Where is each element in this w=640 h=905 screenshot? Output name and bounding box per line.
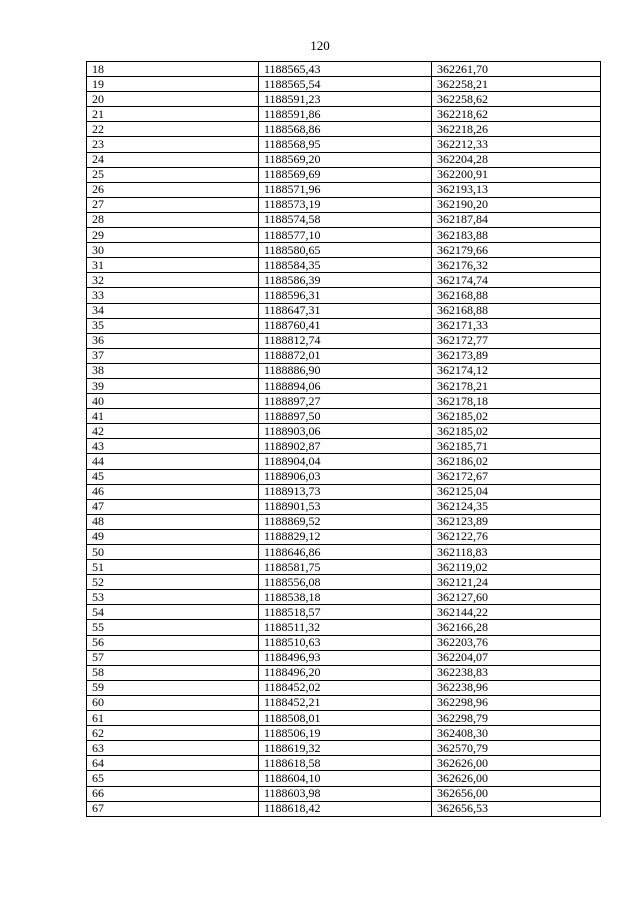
point-number-cell: 42 [87, 424, 259, 439]
table-row [87, 575, 601, 590]
table-row [87, 620, 601, 635]
y-coordinate-cell: 362121,24 [432, 575, 601, 590]
x-coordinate-cell: 1188886,90 [259, 363, 432, 378]
table-row [87, 439, 601, 454]
x-coordinate-cell: 1188603,98 [259, 786, 432, 801]
y-coordinate-cell: 362298,79 [432, 711, 601, 726]
x-coordinate-cell: 1188511,32 [259, 620, 432, 635]
point-number-cell: 25 [87, 167, 259, 182]
x-coordinate-cell: 1188565,43 [259, 62, 432, 77]
y-coordinate-cell: 362203,76 [432, 635, 601, 650]
x-coordinate-cell: 1188577,10 [259, 228, 432, 243]
x-coordinate-cell: 1188506,19 [259, 726, 432, 741]
y-coordinate-cell: 362186,02 [432, 454, 601, 469]
y-coordinate-cell: 362168,88 [432, 303, 601, 318]
y-coordinate-cell: 362171,33 [432, 318, 601, 333]
point-number-cell: 52 [87, 575, 259, 590]
point-number-cell: 18 [87, 62, 259, 77]
x-coordinate-cell: 1188518,57 [259, 605, 432, 620]
x-coordinate-cell: 1188869,52 [259, 514, 432, 529]
y-coordinate-cell: 362122,76 [432, 529, 601, 544]
y-coordinate-cell: 362193,13 [432, 182, 601, 197]
x-coordinate-cell: 1188591,23 [259, 92, 432, 107]
table-row [87, 318, 601, 333]
x-coordinate-cell: 1188897,27 [259, 394, 432, 409]
y-coordinate-cell: 362144,22 [432, 605, 601, 620]
table-row [87, 665, 601, 680]
table-row [87, 469, 601, 484]
x-coordinate-cell: 1188569,69 [259, 167, 432, 182]
x-coordinate-cell: 1188569,20 [259, 152, 432, 167]
point-number-cell: 53 [87, 590, 259, 605]
table-row [87, 484, 601, 499]
table-row [87, 499, 601, 514]
point-number-cell: 40 [87, 394, 259, 409]
x-coordinate-cell: 1188452,02 [259, 680, 432, 695]
table-row [87, 695, 601, 710]
point-number-cell: 57 [87, 650, 259, 665]
point-number-cell: 27 [87, 197, 259, 212]
x-coordinate-cell: 1188452,21 [259, 695, 432, 710]
point-number-cell: 24 [87, 152, 259, 167]
y-coordinate-cell: 362178,18 [432, 394, 601, 409]
point-number-cell: 62 [87, 726, 259, 741]
point-number-cell: 20 [87, 92, 259, 107]
table-row [87, 182, 601, 197]
coordinates-table-body [87, 62, 601, 817]
table-row [87, 92, 601, 107]
y-coordinate-cell: 362185,02 [432, 409, 601, 424]
x-coordinate-cell: 1188901,53 [259, 499, 432, 514]
x-coordinate-cell: 1188906,03 [259, 469, 432, 484]
point-number-cell: 26 [87, 182, 259, 197]
table-row [87, 741, 601, 756]
point-number-cell: 63 [87, 741, 259, 756]
table-row [87, 605, 601, 620]
table-row [87, 786, 601, 801]
point-number-cell: 47 [87, 499, 259, 514]
point-number-cell: 45 [87, 469, 259, 484]
x-coordinate-cell: 1188829,12 [259, 529, 432, 544]
point-number-cell: 61 [87, 711, 259, 726]
x-coordinate-cell: 1188581,75 [259, 560, 432, 575]
table-row [87, 590, 601, 605]
y-coordinate-cell: 362172,77 [432, 333, 601, 348]
y-coordinate-cell: 362174,74 [432, 273, 601, 288]
table-row [87, 756, 601, 771]
y-coordinate-cell: 362187,84 [432, 212, 601, 227]
y-coordinate-cell: 362218,26 [432, 122, 601, 137]
x-coordinate-cell: 1188586,39 [259, 273, 432, 288]
y-coordinate-cell: 362127,60 [432, 590, 601, 605]
y-coordinate-cell: 362656,00 [432, 786, 601, 801]
table-row [87, 288, 601, 303]
x-coordinate-cell: 1188584,35 [259, 258, 432, 273]
x-coordinate-cell: 1188872,01 [259, 348, 432, 363]
x-coordinate-cell: 1188902,87 [259, 439, 432, 454]
table-row [87, 212, 601, 227]
point-number-cell: 38 [87, 363, 259, 378]
x-coordinate-cell: 1188571,96 [259, 182, 432, 197]
point-number-cell: 60 [87, 695, 259, 710]
point-number-cell: 50 [87, 545, 259, 560]
y-coordinate-cell: 362179,66 [432, 243, 601, 258]
y-coordinate-cell: 362185,02 [432, 424, 601, 439]
table-row [87, 424, 601, 439]
y-coordinate-cell: 362119,02 [432, 560, 601, 575]
y-coordinate-cell: 362408,30 [432, 726, 601, 741]
x-coordinate-cell: 1188510,63 [259, 635, 432, 650]
x-coordinate-cell: 1188568,86 [259, 122, 432, 137]
y-coordinate-cell: 362298,96 [432, 695, 601, 710]
table-row [87, 680, 601, 695]
y-coordinate-cell: 362176,32 [432, 258, 601, 273]
table-row [87, 122, 601, 137]
y-coordinate-cell: 362570,79 [432, 741, 601, 756]
table-row [87, 454, 601, 469]
point-number-cell: 21 [87, 107, 259, 122]
table-row [87, 167, 601, 182]
x-coordinate-cell: 1188760,41 [259, 318, 432, 333]
table-row [87, 228, 601, 243]
x-coordinate-cell: 1188591,86 [259, 107, 432, 122]
table-row [87, 243, 601, 258]
point-number-cell: 66 [87, 786, 259, 801]
y-coordinate-cell: 362185,71 [432, 439, 601, 454]
point-number-cell: 59 [87, 680, 259, 695]
point-number-cell: 30 [87, 243, 259, 258]
table-row [87, 771, 601, 786]
y-coordinate-cell: 362200,91 [432, 167, 601, 182]
point-number-cell: 41 [87, 409, 259, 424]
point-number-cell: 22 [87, 122, 259, 137]
y-coordinate-cell: 362172,67 [432, 469, 601, 484]
table-row [87, 62, 601, 77]
x-coordinate-cell: 1188496,93 [259, 650, 432, 665]
table-row [87, 273, 601, 288]
point-number-cell: 46 [87, 484, 259, 499]
x-coordinate-cell: 1188568,95 [259, 137, 432, 152]
x-coordinate-cell: 1188508,01 [259, 711, 432, 726]
y-coordinate-cell: 362261,70 [432, 62, 601, 77]
x-coordinate-cell: 1188913,73 [259, 484, 432, 499]
y-coordinate-cell: 362166,28 [432, 620, 601, 635]
point-number-cell: 65 [87, 771, 259, 786]
y-coordinate-cell: 362258,21 [432, 77, 601, 92]
x-coordinate-cell: 1188496,20 [259, 665, 432, 680]
x-coordinate-cell: 1188618,58 [259, 756, 432, 771]
y-coordinate-cell: 362118,83 [432, 545, 601, 560]
y-coordinate-cell: 362212,33 [432, 137, 601, 152]
x-coordinate-cell: 1188894,06 [259, 378, 432, 393]
point-number-cell: 34 [87, 303, 259, 318]
table-row [87, 650, 601, 665]
point-number-cell: 55 [87, 620, 259, 635]
table-row [87, 394, 601, 409]
table-row [87, 529, 601, 544]
table-row [87, 197, 601, 212]
table-row [87, 303, 601, 318]
point-number-cell: 37 [87, 348, 259, 363]
x-coordinate-cell: 1188619,32 [259, 741, 432, 756]
x-coordinate-cell: 1188556,08 [259, 575, 432, 590]
y-coordinate-cell: 362124,35 [432, 499, 601, 514]
point-number-cell: 44 [87, 454, 259, 469]
point-number-cell: 33 [87, 288, 259, 303]
point-number-cell: 58 [87, 665, 259, 680]
point-number-cell: 54 [87, 605, 259, 620]
y-coordinate-cell: 362238,96 [432, 680, 601, 695]
y-coordinate-cell: 362183,88 [432, 228, 601, 243]
table-row [87, 801, 601, 816]
table-row [87, 635, 601, 650]
table-row [87, 545, 601, 560]
point-number-cell: 51 [87, 560, 259, 575]
point-number-cell: 36 [87, 333, 259, 348]
point-number-cell: 35 [87, 318, 259, 333]
table-row [87, 348, 601, 363]
point-number-cell: 23 [87, 137, 259, 152]
table-row [87, 726, 601, 741]
page-number: 120 [310, 38, 330, 53]
y-coordinate-cell: 362168,88 [432, 288, 601, 303]
table-row [87, 137, 601, 152]
x-coordinate-cell: 1188904,04 [259, 454, 432, 469]
y-coordinate-cell: 362178,21 [432, 378, 601, 393]
y-coordinate-cell: 362218,62 [432, 107, 601, 122]
y-coordinate-cell: 362656,53 [432, 801, 601, 816]
table-row [87, 77, 601, 92]
table-row [87, 258, 601, 273]
point-number-cell: 56 [87, 635, 259, 650]
x-coordinate-cell: 1188580,65 [259, 243, 432, 258]
table-row [87, 409, 601, 424]
y-coordinate-cell: 362174,12 [432, 363, 601, 378]
table-row [87, 107, 601, 122]
point-number-cell: 32 [87, 273, 259, 288]
table-row [87, 514, 601, 529]
table-row [87, 711, 601, 726]
y-coordinate-cell: 362626,00 [432, 771, 601, 786]
table-row [87, 378, 601, 393]
table-row [87, 152, 601, 167]
y-coordinate-cell: 362258,62 [432, 92, 601, 107]
table-row [87, 363, 601, 378]
x-coordinate-cell: 1188596,31 [259, 288, 432, 303]
x-coordinate-cell: 1188647,31 [259, 303, 432, 318]
point-number-cell: 67 [87, 801, 259, 816]
table-row [87, 560, 601, 575]
y-coordinate-cell: 362204,07 [432, 650, 601, 665]
y-coordinate-cell: 362204,28 [432, 152, 601, 167]
point-number-cell: 31 [87, 258, 259, 273]
x-coordinate-cell: 1188538,18 [259, 590, 432, 605]
point-number-cell: 29 [87, 228, 259, 243]
point-number-cell: 19 [87, 77, 259, 92]
x-coordinate-cell: 1188573,19 [259, 197, 432, 212]
y-coordinate-cell: 362238,83 [432, 665, 601, 680]
point-number-cell: 64 [87, 756, 259, 771]
point-number-cell: 48 [87, 514, 259, 529]
point-number-cell: 39 [87, 378, 259, 393]
x-coordinate-cell: 1188903,06 [259, 424, 432, 439]
coordinates-table [86, 61, 601, 817]
y-coordinate-cell: 362125,04 [432, 484, 601, 499]
point-number-cell: 28 [87, 212, 259, 227]
y-coordinate-cell: 362626,00 [432, 756, 601, 771]
x-coordinate-cell: 1188574,58 [259, 212, 432, 227]
x-coordinate-cell: 1188565,54 [259, 77, 432, 92]
y-coordinate-cell: 362190,20 [432, 197, 601, 212]
y-coordinate-cell: 362173,89 [432, 348, 601, 363]
y-coordinate-cell: 362123,89 [432, 514, 601, 529]
point-number-cell: 49 [87, 529, 259, 544]
point-number-cell: 43 [87, 439, 259, 454]
x-coordinate-cell: 1188604,10 [259, 771, 432, 786]
x-coordinate-cell: 1188646,86 [259, 545, 432, 560]
x-coordinate-cell: 1188897,50 [259, 409, 432, 424]
table-row [87, 333, 601, 348]
x-coordinate-cell: 1188618,42 [259, 801, 432, 816]
x-coordinate-cell: 1188812,74 [259, 333, 432, 348]
